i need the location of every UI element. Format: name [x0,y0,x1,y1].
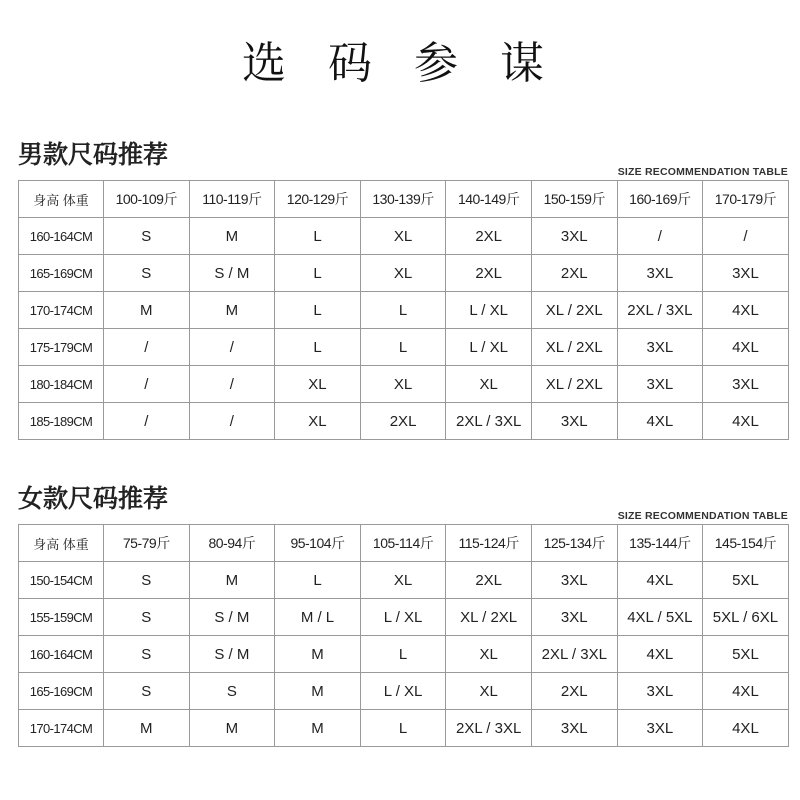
size-cell: M [189,710,275,747]
size-cell: 4XL / 5XL [617,599,703,636]
size-cell: XL [360,562,446,599]
size-cell: 3XL [617,710,703,747]
size-cell: M [189,562,275,599]
women-section-title: 女款尺码推荐 [18,484,169,513]
size-cell: L [275,292,361,329]
size-cell: M [189,218,275,255]
table-row [19,292,789,329]
weight-header: 105-114斤 [360,525,446,562]
size-cell: 4XL [617,562,703,599]
size-cell: XL [360,366,446,403]
size-cell: 2XL [531,255,617,292]
weight-header: 120-129斤 [275,181,361,218]
size-cell: L [360,329,446,366]
size-cell: 2XL [446,562,532,599]
weight-header: 80-94斤 [189,525,275,562]
weight-header: 140-149斤 [446,181,532,218]
size-cell: 4XL [703,329,789,366]
corner-header: 身高 体重 [19,525,104,562]
size-cell: 5XL [703,562,789,599]
size-cell: XL [360,218,446,255]
size-cell: 2XL / 3XL [446,403,532,440]
size-cell: M [104,710,190,747]
size-cell: XL [275,366,361,403]
size-cell: 3XL [531,403,617,440]
size-cell: / [104,366,190,403]
size-cell: 4XL [617,636,703,673]
size-cell: S [104,255,190,292]
size-cell: S / M [189,599,275,636]
size-cell: S / M [189,636,275,673]
women-size-section [18,482,788,747]
size-cell: L [275,255,361,292]
table-row [19,636,789,673]
size-cell: S [104,636,190,673]
size-cell: 3XL [531,218,617,255]
size-cell: XL / 2XL [531,292,617,329]
size-cell: 4XL [617,403,703,440]
size-cell: M [275,710,361,747]
size-cell: / [703,218,789,255]
size-cell: L / XL [360,673,446,710]
size-cell: 3XL [617,255,703,292]
table-row [19,218,789,255]
size-cell: 2XL / 3XL [446,710,532,747]
size-cell: XL [275,403,361,440]
size-cell: 3XL [703,255,789,292]
size-cell: XL [446,636,532,673]
women-size-table [18,524,789,747]
weight-header: 135-144斤 [617,525,703,562]
size-cell: L [275,329,361,366]
women-section-header [18,482,788,524]
weight-header: 130-139斤 [360,181,446,218]
height-label: 185-189CM [19,403,104,440]
women-section-subtitle: SIZE RECOMMENDATION TABLE [617,510,788,522]
weight-header: 115-124斤 [446,525,532,562]
weight-header: 125-134斤 [531,525,617,562]
table-row [19,255,789,292]
size-cell: L [275,562,361,599]
size-cell: 5XL [703,636,789,673]
table-header-row [19,525,789,562]
weight-header: 100-109斤 [104,181,190,218]
size-cell: L [360,710,446,747]
size-cell: 3XL [703,366,789,403]
table-row [19,599,789,636]
size-cell: 2XL [446,218,532,255]
size-cell: 3XL [531,710,617,747]
table-row [19,329,789,366]
size-cell: XL [446,366,532,403]
weight-header: 150-159斤 [531,181,617,218]
size-cell: / [189,366,275,403]
weight-header: 170-179斤 [703,181,789,218]
size-cell: M / L [275,599,361,636]
size-cell: 4XL [703,673,789,710]
size-cell: 2XL [360,403,446,440]
page-title: 选 码 参 谋 [242,38,558,89]
size-cell: L [360,292,446,329]
weight-header: 110-119斤 [189,181,275,218]
height-label: 155-159CM [19,599,104,636]
size-cell: / [104,403,190,440]
weight-header: 160-169斤 [617,181,703,218]
size-cell: / [104,329,190,366]
size-cell: S [189,673,275,710]
size-cell: / [189,403,275,440]
size-cell: L / XL [360,599,446,636]
size-cell: 2XL / 3XL [617,292,703,329]
size-cell: 5XL / 6XL [703,599,789,636]
men-size-table [18,180,789,440]
size-cell: XL / 2XL [446,599,532,636]
size-cell: L [275,218,361,255]
size-cell: L [360,636,446,673]
size-cell: XL / 2XL [531,366,617,403]
height-label: 170-174CM [19,292,104,329]
men-size-section [18,138,788,440]
table-row [19,562,789,599]
height-label: 165-169CM [19,673,104,710]
size-cell: XL [360,255,446,292]
size-cell: S [104,562,190,599]
size-cell: M [275,673,361,710]
table-row [19,710,789,747]
size-cell: 2XL / 3XL [531,636,617,673]
men-section-subtitle: SIZE RECOMMENDATION TABLE [617,166,788,178]
size-cell: 3XL [531,562,617,599]
height-label: 165-169CM [19,255,104,292]
size-cell: / [617,218,703,255]
size-cell: 4XL [703,292,789,329]
size-cell: 3XL [617,329,703,366]
weight-header: 95-104斤 [275,525,361,562]
size-cell: M [189,292,275,329]
table-row [19,673,789,710]
size-cell: 4XL [703,710,789,747]
table-row [19,403,789,440]
height-label: 175-179CM [19,329,104,366]
size-cell: S [104,673,190,710]
corner-header: 身高 体重 [19,181,104,218]
size-cell: M [104,292,190,329]
weight-header: 75-79斤 [104,525,190,562]
size-cell: 4XL [703,403,789,440]
size-cell: L / XL [446,329,532,366]
weight-header: 145-154斤 [703,525,789,562]
size-cell: 3XL [617,673,703,710]
height-label: 160-164CM [19,636,104,673]
size-cell: S [104,599,190,636]
size-cell: 3XL [531,599,617,636]
size-cell: / [189,329,275,366]
height-label: 170-174CM [19,710,104,747]
height-label: 160-164CM [19,218,104,255]
table-header-row [19,181,789,218]
size-cell: 2XL [531,673,617,710]
men-section-title: 男款尺码推荐 [18,140,169,169]
size-cell: S / M [189,255,275,292]
size-cell: XL / 2XL [531,329,617,366]
height-label: 150-154CM [19,562,104,599]
size-cell: 3XL [617,366,703,403]
size-cell: M [275,636,361,673]
size-cell: XL [446,673,532,710]
height-label: 180-184CM [19,366,104,403]
size-cell: L / XL [446,292,532,329]
table-row [19,366,789,403]
size-cell: 2XL [446,255,532,292]
size-cell: S [104,218,190,255]
men-section-header [18,138,788,180]
